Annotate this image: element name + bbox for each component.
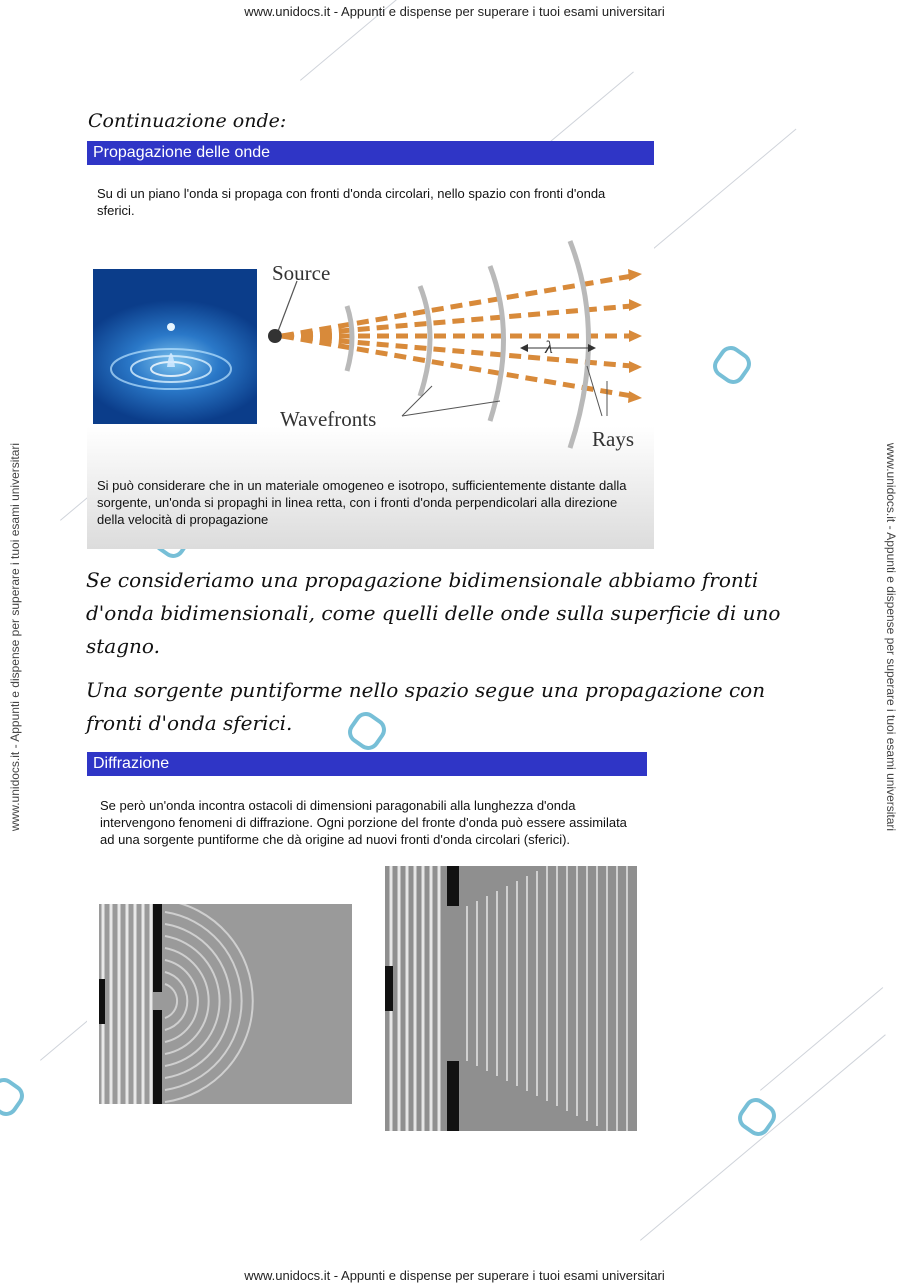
rays-label: Rays — [592, 427, 634, 451]
unidocs-logo-icon — [0, 1073, 29, 1120]
slide-diffraction — [87, 752, 647, 1147]
slide-diffraction-text: Se però un'onda incontra ostacoli di dimensioni paragonabili alla lunghezza d'onda intervengono fenomeni di diffrazione. Ogni porzione del fronte d'onda può essere assimilata ad una sorgente puntiforme che dà origine ad nuovi fronti d'onda circolari (sferici). — [100, 798, 627, 847]
watermark-side-right: www.unidocs.it - Appunti e dispense per superare i tuoi esami universitari — [884, 442, 898, 832]
slide-intro-text: Su di un piano l'onda si propaga con fronti d'onda circolari, nello spazio con fronti d'onda sferici. — [97, 186, 606, 218]
unidocs-logo-icon — [733, 1093, 780, 1140]
water-drop-photo — [93, 269, 257, 424]
watermark-line — [640, 1034, 886, 1240]
diffraction-photo-small-slit — [99, 904, 352, 1104]
slide-propagation — [87, 141, 654, 549]
watermark-line — [760, 987, 883, 1091]
wavefronts-label: Wavefronts — [280, 407, 377, 431]
slide-caption: Si può considerare che in un materiale omogeneo e isotropo, sufficientemente distante dalla sorgente, un'onda si propaghi in linea retta, con i fronti d'onda perpendicolari alla direzione della velocità di propagazione — [97, 478, 627, 527]
note-paragraph-1: Se consideriamo una propagazione bidimensionale abbiamo fronti d'onda bidimensionali, come quelli delle onde sulla superficie di uno stagno. — [86, 568, 781, 658]
slide-title: Diffrazione — [87, 752, 647, 776]
diffraction-photo-large-slit — [385, 866, 637, 1131]
watermark-footer: www.unidocs.it - Appunti e dispense per superare i tuoi esami universitari — [244, 1268, 665, 1283]
watermark-header: www.unidocs.it - Appunti e dispense per superare i tuoi esami universitari — [244, 4, 665, 19]
slide-title: Propagazione delle onde — [87, 141, 654, 165]
page-heading: Continuazione onde: — [88, 110, 287, 132]
note-paragraph-2: Una sorgente puntiforme nello spazio segue una propagazione con fronti d'onda sferici. — [86, 678, 766, 735]
unidocs-logo-icon — [708, 341, 755, 388]
source-label: Source — [272, 261, 331, 285]
lambda-label: λ — [545, 337, 553, 357]
watermark-side-left: www.unidocs.it - Appunti e dispense per superare i tuoi esami universitari — [8, 442, 22, 832]
